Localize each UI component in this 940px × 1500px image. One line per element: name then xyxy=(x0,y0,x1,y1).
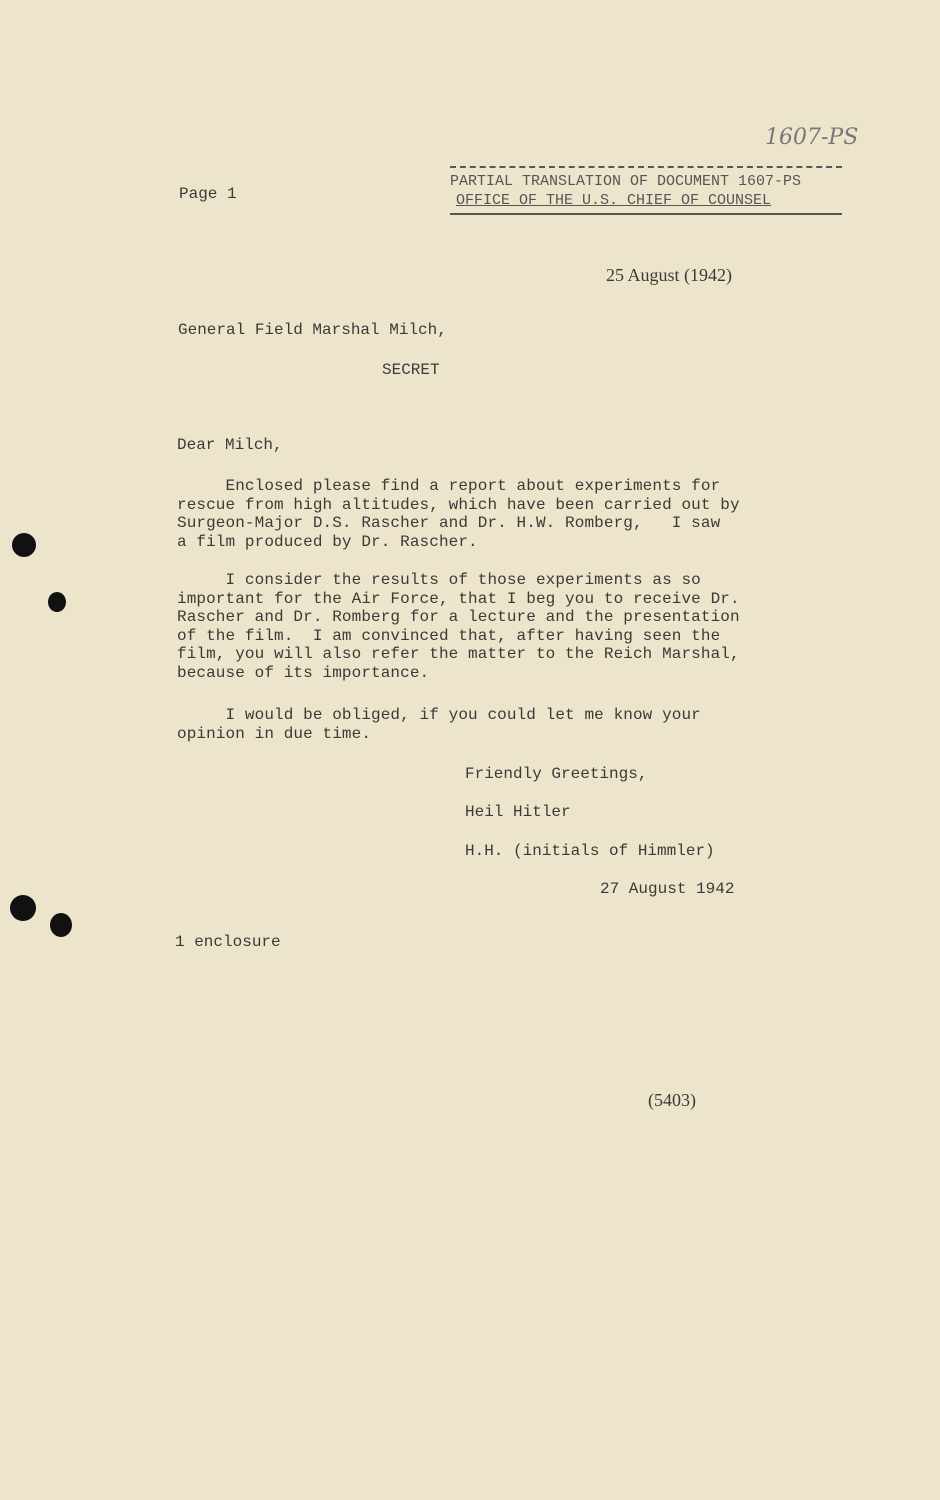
text-line: important for the Air Force, that I beg you to receive Dr. xyxy=(177,589,740,608)
text-line: of the film. I am convinced that, after having seen the xyxy=(177,626,721,645)
closing-heil: Heil Hitler xyxy=(465,803,571,821)
paragraph-2 xyxy=(177,571,740,682)
salutation: Dear Milch, xyxy=(177,436,283,454)
text-line: a film produced by Dr. Rascher. xyxy=(177,532,478,551)
paragraph-1 xyxy=(177,477,740,551)
header-line-1: PARTIAL TRANSLATION OF DOCUMENT 1607-PS xyxy=(450,173,802,190)
enclosure-note: 1 enclosure xyxy=(175,933,281,951)
closing-date: 27 August 1942 xyxy=(600,880,735,898)
punch-hole xyxy=(10,895,36,921)
translation-header xyxy=(450,166,842,215)
punch-hole xyxy=(50,913,72,937)
text-line: I consider the results of those experiments as so xyxy=(177,571,701,589)
text-line: Enclosed please find a report about experiments for xyxy=(177,477,721,495)
text-line: Surgeon-Major D.S. Rascher and Dr. H.W. Romberg, I saw xyxy=(177,514,721,532)
text-line: opinion in due time. xyxy=(177,724,372,743)
document-number: (5403) xyxy=(648,1090,696,1110)
classification: SECRET xyxy=(382,361,440,379)
text-line: I would be obliged, if you could let me know your xyxy=(177,706,701,724)
punch-hole xyxy=(12,533,36,557)
letter-date: 25 August (1942) xyxy=(606,265,732,285)
text-line: rescue from high altitudes, which have been carried out by xyxy=(177,495,740,514)
closing-greeting: Friendly Greetings, xyxy=(465,765,648,783)
text-line: Rascher and Dr. Romberg for a lecture and the presentation xyxy=(177,608,740,626)
page-label: Page 1 xyxy=(179,185,237,203)
text-line: film, you will also refer the matter to the Reich Marshal, xyxy=(177,645,740,663)
punch-hole xyxy=(48,592,66,612)
addressee: General Field Marshal Milch, xyxy=(178,321,447,339)
header-line-2: OFFICE OF THE U.S. CHIEF OF COUNSEL xyxy=(456,192,772,209)
paragraph-3 xyxy=(177,706,701,743)
handwritten-document-number: 1607-PS xyxy=(765,125,859,150)
text-line: because of its importance. xyxy=(177,663,430,682)
closing-initials: H.H. (initials of Himmler) xyxy=(465,842,715,860)
